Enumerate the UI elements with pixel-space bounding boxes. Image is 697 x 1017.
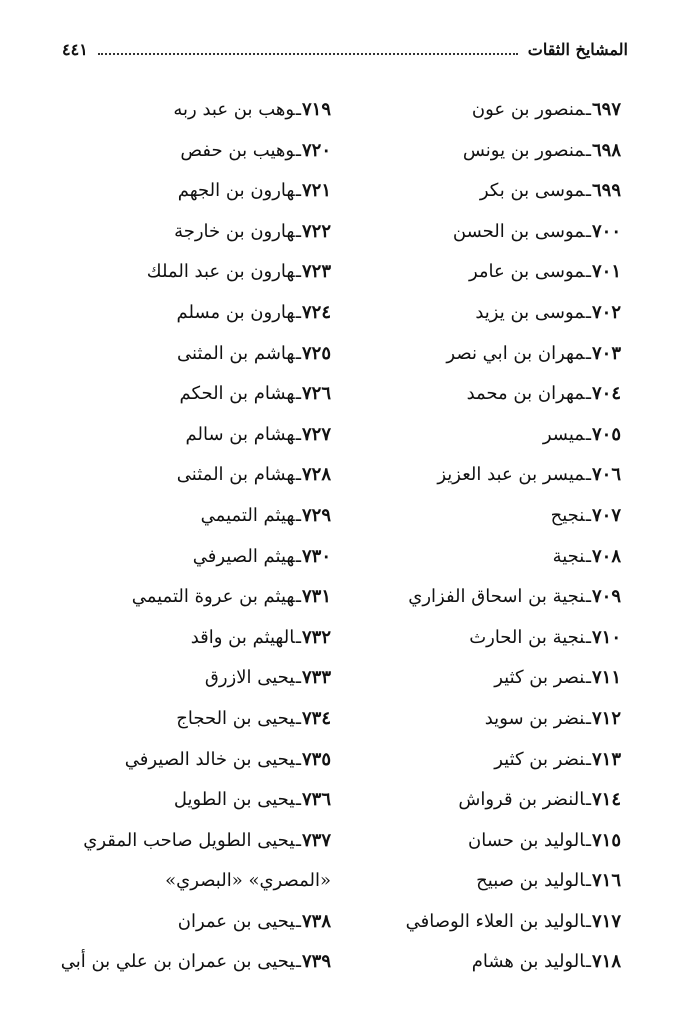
entry-name: موسى بن بكر xyxy=(479,180,585,202)
list-item xyxy=(361,942,621,983)
entry-name: هشام بن المثنى xyxy=(176,464,295,486)
entry-name: الوليد بن العلاء الوصافي xyxy=(405,910,585,932)
list-item xyxy=(61,699,331,740)
entry-number: ٧١٧ xyxy=(591,910,621,932)
list-item xyxy=(61,131,331,172)
entry-name: هيثم التميمي xyxy=(200,504,295,526)
entry-number: ٧٣٧ xyxy=(301,829,331,851)
entry-number: ٧٢٠ xyxy=(301,139,331,161)
entry-name: نجية بن الحارث xyxy=(469,626,585,648)
running-header xyxy=(62,40,628,70)
list-item xyxy=(61,780,331,821)
list-item xyxy=(61,252,331,293)
list-item xyxy=(361,861,621,902)
list-item xyxy=(361,740,621,781)
entry-name: هيثم بن عروة التميمي xyxy=(131,586,295,608)
entry-separator: ـ xyxy=(585,829,591,851)
entry-separator: ـ xyxy=(585,383,591,405)
entry-name: نجية بن اسحاق الفزاري xyxy=(408,586,585,608)
entry-number: ٧١١ xyxy=(591,667,621,689)
entry-separator: ـ xyxy=(585,139,591,161)
entry-separator: ـ xyxy=(585,951,591,973)
entry-separator: ـ xyxy=(295,789,301,811)
entry-separator: ـ xyxy=(295,707,301,729)
list-item xyxy=(361,212,621,253)
entry-separator: ـ xyxy=(585,667,591,689)
entry-name: موسى بن عامر xyxy=(468,261,585,283)
list-item xyxy=(61,455,331,496)
entry-separator: ـ xyxy=(295,301,301,323)
list-item xyxy=(61,90,331,131)
entry-number: ٧٠٥ xyxy=(591,423,621,445)
list-item xyxy=(361,293,621,334)
entry-separator: ـ xyxy=(295,667,301,689)
entry-name: يحيى بن الطويل xyxy=(173,789,295,811)
entry-number: ٧٣٠ xyxy=(301,545,331,567)
entry-number: ٧٣١ xyxy=(301,586,331,608)
list-item xyxy=(361,374,621,415)
entry-number: ٧٠٣ xyxy=(591,342,621,364)
list-item xyxy=(61,171,331,212)
entry-separator: ـ xyxy=(585,342,591,364)
entry-separator: ـ xyxy=(295,180,301,202)
list-item xyxy=(61,577,331,618)
entry-separator: ـ xyxy=(585,626,591,648)
entry-number: ٦٩٧ xyxy=(591,99,621,120)
entry-separator: ـ xyxy=(585,180,591,202)
list-item xyxy=(361,334,621,375)
entry-separator: ـ xyxy=(585,545,591,567)
list-item xyxy=(361,658,621,699)
entry-name: هيثم الصيرفي xyxy=(192,545,295,567)
list-item xyxy=(61,618,331,659)
entry-number: ٧٠٤ xyxy=(591,383,621,405)
entry-separator: ـ xyxy=(585,748,591,770)
entry-name: ميسر xyxy=(542,423,585,445)
list-item xyxy=(361,537,621,578)
entry-separator: ـ xyxy=(295,342,301,364)
entry-separator: ـ xyxy=(585,99,591,120)
entry-name: مهران بن محمد xyxy=(466,383,585,405)
list-item xyxy=(361,90,621,131)
entry-number: ٧١٦ xyxy=(591,870,621,892)
list-item xyxy=(61,334,331,375)
entry-name: هشام بن سالم xyxy=(185,423,295,445)
entry-name: نجيح xyxy=(550,504,585,526)
entry-separator: ـ xyxy=(585,261,591,283)
list-item xyxy=(361,821,621,862)
entry-number: ٧٢٩ xyxy=(301,504,331,526)
entry-separator: ـ xyxy=(295,504,301,526)
entry-separator: ـ xyxy=(585,789,591,811)
list-item xyxy=(61,861,331,902)
entry-name: منصور بن عون xyxy=(471,99,585,120)
entry-separator: ـ xyxy=(295,423,301,445)
entry-number: ٧١٤ xyxy=(591,789,621,811)
entry-name: «المصري» «البصري» xyxy=(165,870,331,892)
entry-separator: ـ xyxy=(295,464,301,486)
entry-number: ٧٣٣ xyxy=(301,667,331,689)
entry-name: يحيى بن خالد الصيرفي xyxy=(124,748,295,770)
entry-name: يحيى بن عمران بن علي بن أبي xyxy=(61,951,295,973)
entry-separator: ـ xyxy=(295,748,301,770)
entry-name: هارون بن مسلم xyxy=(176,301,295,323)
entry-number: ٧١٢ xyxy=(591,707,621,729)
entry-name: نجية xyxy=(552,545,585,567)
list-item xyxy=(361,415,621,456)
book-title: المشايخ الثقات xyxy=(527,40,628,59)
entry-separator: ـ xyxy=(585,910,591,932)
right-column xyxy=(361,90,621,983)
list-item xyxy=(61,496,331,537)
list-item xyxy=(361,455,621,496)
list-item xyxy=(361,171,621,212)
entry-name: يحيى بن عمران xyxy=(177,910,295,932)
entry-number: ٧٢٨ xyxy=(301,464,331,486)
entry-number: ٧٠٦ xyxy=(591,464,621,486)
entry-separator: ـ xyxy=(585,707,591,729)
entry-number: ٧٣٤ xyxy=(301,707,331,729)
entry-separator: ـ xyxy=(295,545,301,567)
entry-number: ٧٠٠ xyxy=(591,220,621,242)
entry-separator: ـ xyxy=(295,139,301,161)
entry-name: موسى بن الحسن xyxy=(452,220,585,242)
entry-separator: ـ xyxy=(295,951,301,973)
list-item xyxy=(61,374,331,415)
entry-separator: ـ xyxy=(585,301,591,323)
entry-name: هارون بن عبد الملك xyxy=(146,261,295,283)
entry-number: ٧٢١ xyxy=(301,180,331,202)
entry-name: الوليد بن صبيح xyxy=(476,870,585,892)
list-item xyxy=(61,537,331,578)
list-item xyxy=(61,902,331,943)
entry-name: يحيى الازرق xyxy=(204,667,295,689)
entry-number: ٧٢٢ xyxy=(301,220,331,242)
entry-separator: ـ xyxy=(295,99,301,120)
list-item xyxy=(361,618,621,659)
entry-name: مهران بن ابي نصر xyxy=(446,342,585,364)
page-number: ٤٤١ xyxy=(62,40,88,59)
entry-number: ٧١٠ xyxy=(591,626,621,648)
entry-name: موسى بن يزيد xyxy=(475,301,585,323)
left-column xyxy=(61,90,331,983)
entry-number: ٦٩٨ xyxy=(591,139,621,161)
entry-number: ٧٣٦ xyxy=(301,789,331,811)
entry-name: ميسر بن عبد العزيز xyxy=(437,464,585,486)
list-item xyxy=(61,821,331,862)
entry-name: الوليد بن حسان xyxy=(468,829,585,851)
entry-number: ٧٠٧ xyxy=(591,504,621,526)
entry-number: ٧١٥ xyxy=(591,829,621,851)
entry-number: ٧٠٢ xyxy=(591,301,621,323)
entry-number: ٦٩٩ xyxy=(591,180,621,202)
list-item xyxy=(361,496,621,537)
entry-name: الوليد بن هشام xyxy=(471,951,585,973)
list-item xyxy=(361,131,621,172)
entry-name: هارون بن خارجة xyxy=(174,220,295,242)
entry-name: هاشم بن المثنى xyxy=(176,342,295,364)
entry-separator: ـ xyxy=(295,220,301,242)
entry-number: ٧١٨ xyxy=(591,951,621,973)
entry-separator: ـ xyxy=(585,464,591,486)
entry-separator: ـ xyxy=(295,626,301,648)
dotted-leader xyxy=(98,41,518,55)
entry-number: ٧٢٣ xyxy=(301,261,331,283)
entry-separator: ـ xyxy=(295,829,301,851)
list-item xyxy=(61,415,331,456)
entry-number: ٧٠١ xyxy=(591,261,621,283)
entry-separator: ـ xyxy=(295,261,301,283)
entry-number: ٧٣٨ xyxy=(301,910,331,932)
entry-separator: ـ xyxy=(295,586,301,608)
entry-name: هشام بن الحكم xyxy=(179,383,295,405)
entry-number: ٧٢٤ xyxy=(301,301,331,323)
entry-separator: ـ xyxy=(585,586,591,608)
entry-name: يحيى بن الحجاج xyxy=(176,707,295,729)
entry-name: الهيثم بن واقد xyxy=(190,626,295,648)
entry-number: ٧٢٥ xyxy=(301,342,331,364)
entry-number: ٧٢٦ xyxy=(301,383,331,405)
list-item xyxy=(361,780,621,821)
entry-separator: ـ xyxy=(585,870,591,892)
list-item xyxy=(61,658,331,699)
entry-separator: ـ xyxy=(585,423,591,445)
entry-name: النضر بن قرواش xyxy=(458,789,585,811)
list-item xyxy=(361,902,621,943)
entry-separator: ـ xyxy=(295,383,301,405)
list-item xyxy=(361,699,621,740)
entry-number: ٧٣٢ xyxy=(301,626,331,648)
list-item xyxy=(61,293,331,334)
entry-separator: ـ xyxy=(295,910,301,932)
list-item xyxy=(61,212,331,253)
list-item xyxy=(361,252,621,293)
entry-name: نضر بن كثير xyxy=(494,748,585,770)
entry-name: نضر بن سويد xyxy=(484,707,585,729)
list-item xyxy=(61,740,331,781)
entry-name: نصر بن كثير xyxy=(494,667,585,689)
entry-separator: ـ xyxy=(585,220,591,242)
entry-number: ٧١٩ xyxy=(301,99,331,120)
entry-number: ٧٠٨ xyxy=(591,545,621,567)
entry-number: ٧٠٩ xyxy=(591,586,621,608)
entry-number: ٧٣٩ xyxy=(301,951,331,973)
entry-number: ٧٣٥ xyxy=(301,748,331,770)
list-item xyxy=(61,942,331,983)
list-item xyxy=(361,577,621,618)
entry-separator: ـ xyxy=(585,504,591,526)
entry-name: هارون بن الجهم xyxy=(177,180,295,202)
entry-number: ٧١٣ xyxy=(591,748,621,770)
entry-name: منصور بن يونس xyxy=(462,139,585,161)
entry-number: ٧٢٧ xyxy=(301,423,331,445)
entry-name: يحيى الطويل صاحب المقري xyxy=(83,829,295,851)
entry-name: وهيب بن حفص xyxy=(180,139,295,161)
entry-name: وهب بن عبد ربه xyxy=(173,99,295,120)
